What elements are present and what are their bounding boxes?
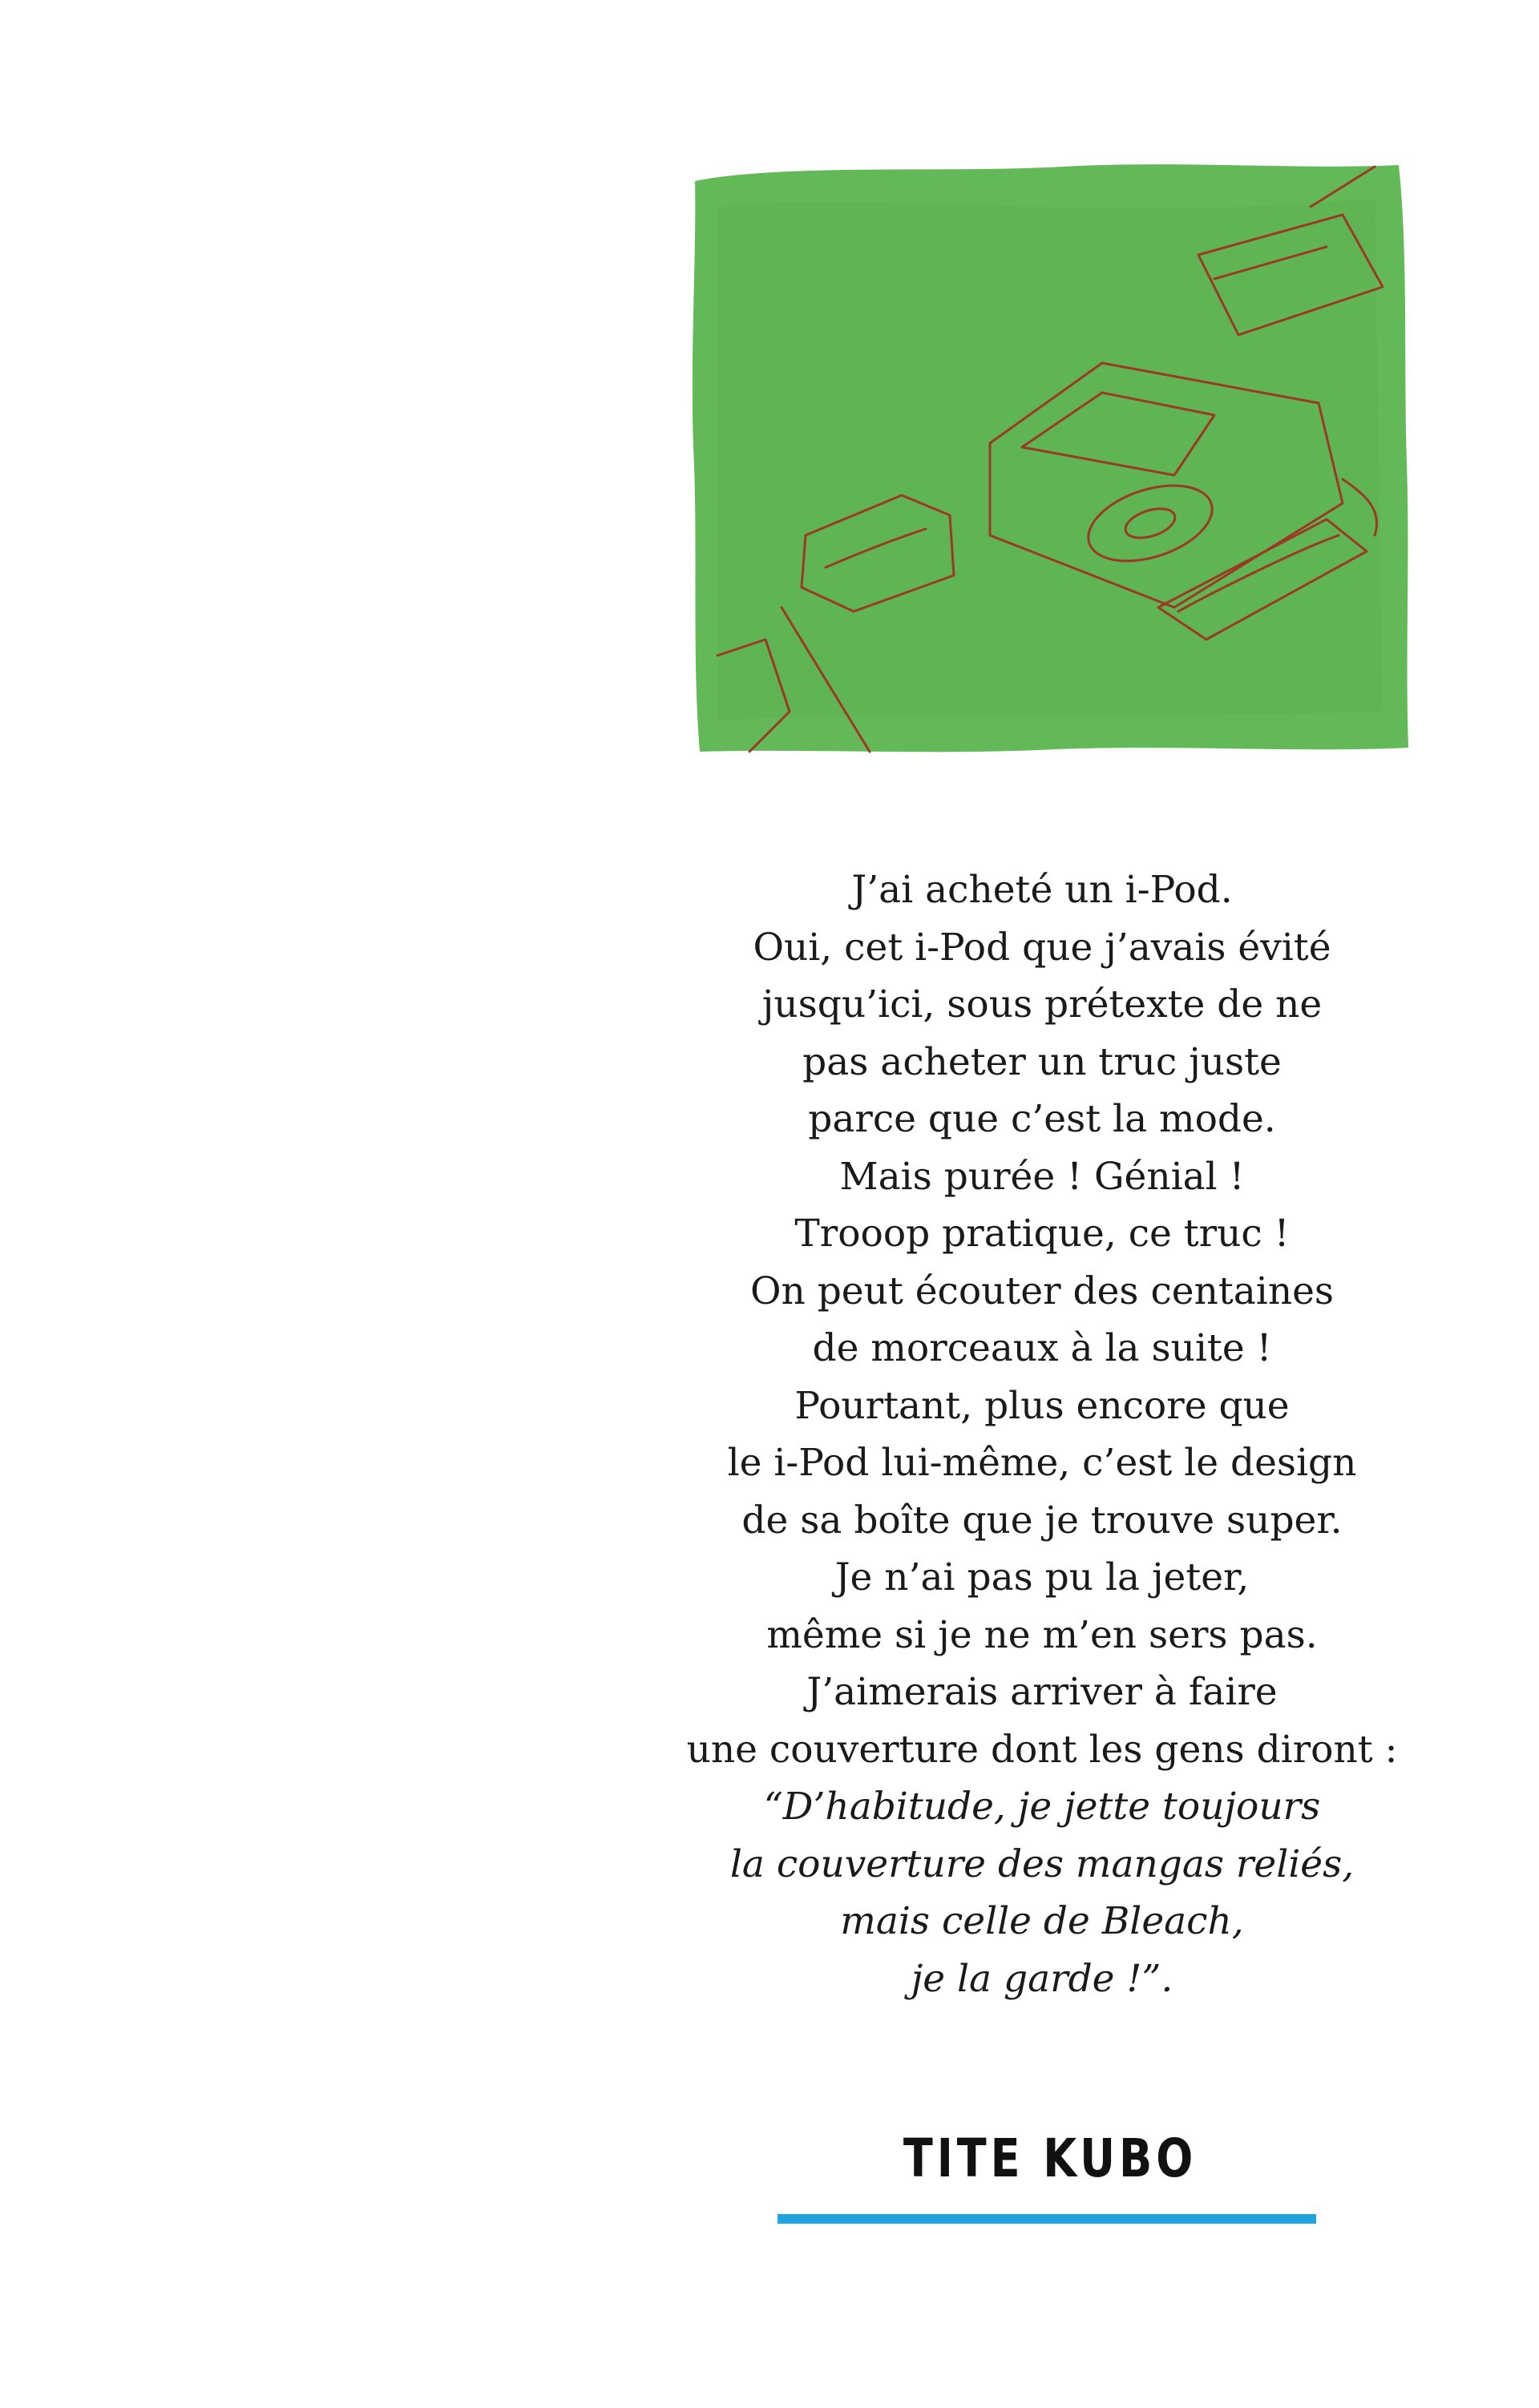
message-line: pas acheter un truc juste bbox=[802, 1039, 1282, 1084]
author-message bbox=[609, 861, 1475, 2007]
ipod-illustration bbox=[685, 159, 1411, 756]
ipod-sketch-icon bbox=[685, 159, 1411, 756]
message-line: de morceaux à la suite ! bbox=[812, 1326, 1272, 1370]
message-line: Pourtant, plus encore que bbox=[794, 1383, 1290, 1428]
author-underline bbox=[778, 2214, 1316, 2224]
message-line: jusqu’ici, sous prétexte de ne bbox=[761, 982, 1323, 1027]
message-line: une couverture dont les gens diront : bbox=[686, 1727, 1398, 1772]
message-line: le i-Pod lui-même, c’est le design bbox=[727, 1441, 1357, 1485]
message-line: J’aimerais arriver à faire bbox=[806, 1670, 1278, 1714]
quote-line: la couverture des mangas reliés, bbox=[729, 1841, 1355, 1886]
message-line: J’ai acheté un i-Pod. bbox=[851, 868, 1233, 912]
message-line: On peut écouter des centaines bbox=[749, 1269, 1335, 1313]
quote-line: mais celle de Bleach, bbox=[840, 1899, 1244, 1943]
message-line: parce que c’est la mode. bbox=[808, 1097, 1276, 1141]
message-line: Je n’ai pas pu la jeter, bbox=[834, 1555, 1250, 1599]
quote-line: “D’habitude, je jette toujours bbox=[763, 1785, 1321, 1829]
message-line: de sa boîte que je trouve super. bbox=[741, 1498, 1343, 1543]
message-line: Trooop pratique, ce truc ! bbox=[794, 1212, 1290, 1256]
author-name: TITE KUBO bbox=[903, 2128, 1198, 2189]
quote-line: je la garde !”. bbox=[911, 1956, 1173, 2001]
panel-texture bbox=[717, 199, 1383, 720]
message-line: Mais purée ! Génial ! bbox=[839, 1154, 1245, 1199]
message-line: même si je ne m’en sers pas. bbox=[766, 1612, 1318, 1657]
message-line: Oui, cet i-Pod que j’avais évité bbox=[753, 925, 1331, 970]
